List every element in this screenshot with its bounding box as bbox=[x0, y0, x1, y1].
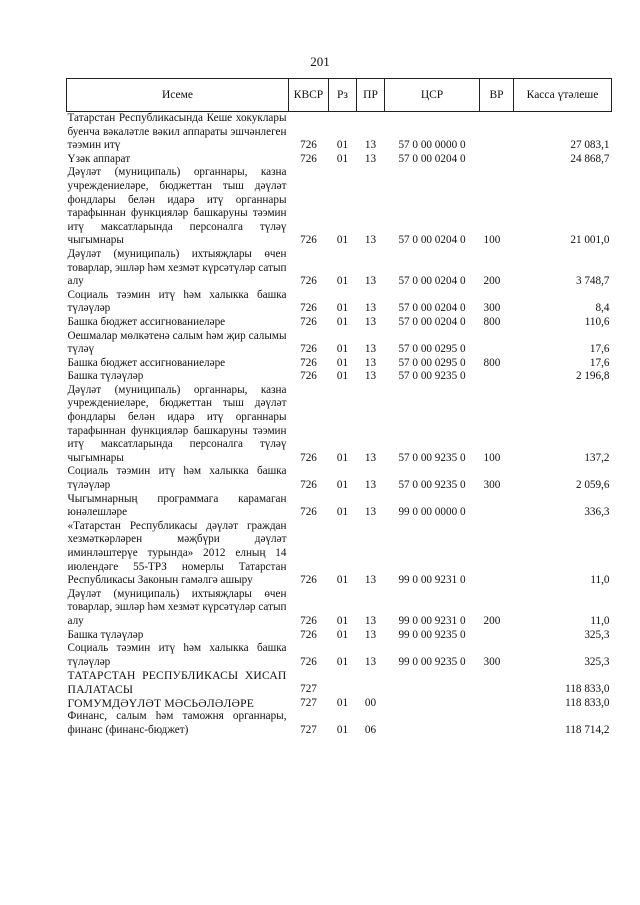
table-row bbox=[67, 370, 612, 384]
header-pr: ПР bbox=[357, 79, 385, 112]
table-row bbox=[67, 629, 612, 643]
cell-sum: 24 868,7 bbox=[570, 152, 610, 165]
cell-name: Социаль тәэмин итү һәм халыкка башка түләүләр bbox=[67, 288, 287, 315]
cell-sum: 17,6 bbox=[589, 343, 610, 356]
cell-pr: 13 bbox=[364, 451, 377, 464]
cell-rz: 01 bbox=[336, 574, 349, 587]
table-row bbox=[67, 289, 612, 316]
table-row bbox=[67, 493, 612, 520]
cell-name: Дәүләт (муниципаль) ихтыяҗлары өчен товарлар, эшләр һәм хезмәт күрсәтүләр сатып алу bbox=[67, 587, 287, 627]
cell-vr: 100 bbox=[483, 451, 501, 464]
table-row bbox=[67, 330, 612, 357]
cell-pr: 13 bbox=[364, 614, 377, 627]
cell-pr: 13 bbox=[364, 152, 377, 165]
cell-kvsr: 727 bbox=[300, 723, 317, 736]
cell-csr: 57 0 00 0295 0 bbox=[398, 356, 466, 369]
cell-kvsr: 726 bbox=[300, 655, 317, 668]
cell-csr: 57 0 00 9235 0 bbox=[398, 479, 466, 492]
cell-vr bbox=[480, 710, 514, 737]
cell-name: Финанс, салым һәм таможня органнары, финанс (финанс-бюджет) bbox=[67, 710, 287, 736]
cell-sum: 21 001,0 bbox=[570, 234, 610, 247]
cell-sum: 8,4 bbox=[595, 302, 610, 315]
cell-vr bbox=[480, 520, 514, 588]
cell-kvsr: 726 bbox=[300, 370, 317, 383]
cell-kvsr: 726 bbox=[300, 479, 317, 492]
cell-sum: 118 714,2 bbox=[565, 723, 610, 736]
cell-csr: 57 0 00 9235 0 bbox=[398, 451, 466, 464]
header-kvsr: КВСР bbox=[289, 79, 329, 112]
cell-rz: 01 bbox=[336, 139, 349, 152]
cell-rz: 01 bbox=[336, 628, 349, 641]
table-row bbox=[67, 112, 612, 153]
table-row bbox=[67, 588, 612, 629]
cell-pr: 13 bbox=[364, 302, 377, 315]
cell-sum: 11,0 bbox=[590, 614, 610, 627]
cell-sum: 325,3 bbox=[584, 628, 610, 641]
cell-kvsr: 726 bbox=[300, 451, 317, 464]
cell-vr bbox=[480, 629, 514, 643]
cell-pr bbox=[357, 669, 385, 696]
cell-rz: 01 bbox=[336, 356, 349, 369]
cell-name: ГОМУМДӘҮЛӘТ МӘСЬӘЛӘЛӘРЕ bbox=[67, 696, 255, 710]
cell-csr: 57 0 00 0204 0 bbox=[398, 234, 466, 247]
cell-sum: 3 748,7 bbox=[575, 275, 610, 288]
cell-rz: 01 bbox=[336, 479, 349, 492]
cell-csr: 57 0 00 0204 0 bbox=[398, 152, 466, 165]
table-row bbox=[67, 166, 612, 248]
cell-pr: 13 bbox=[364, 356, 377, 369]
cell-pr: 13 bbox=[364, 315, 377, 328]
cell-name: Башка бюджет ассигнованиеләре bbox=[67, 356, 226, 369]
cell-name: Башка түләүләр bbox=[67, 370, 144, 383]
cell-kvsr: 726 bbox=[300, 614, 317, 627]
cell-name: Чыгымнарның программага карамаган юнәлешләре bbox=[67, 492, 287, 519]
table-row bbox=[67, 669, 612, 696]
header-name: Исеме bbox=[67, 79, 289, 112]
table-row bbox=[67, 697, 612, 711]
cell-vr: 200 bbox=[483, 614, 501, 627]
cell-csr: 99 0 00 9235 0 bbox=[398, 655, 466, 668]
cell-name: Үзәк аппарат bbox=[67, 152, 131, 165]
cell-pr: 13 bbox=[364, 506, 377, 519]
cell-name: Башка бюджет ассигнованиеләре bbox=[67, 315, 226, 328]
cell-sum: 110,6 bbox=[584, 315, 610, 328]
cell-kvsr: 726 bbox=[300, 139, 317, 152]
cell-rz: 01 bbox=[336, 234, 349, 247]
cell-kvsr: 726 bbox=[300, 343, 317, 356]
table-row bbox=[67, 384, 612, 466]
table-row bbox=[67, 642, 612, 669]
cell-rz: 01 bbox=[336, 614, 349, 627]
cell-kvsr: 726 bbox=[300, 506, 317, 519]
cell-csr: 57 0 00 9235 0 bbox=[398, 370, 466, 383]
cell-kvsr: 726 bbox=[300, 275, 317, 288]
cell-csr: 99 0 00 9231 0 bbox=[398, 574, 466, 587]
cell-rz: 01 bbox=[336, 152, 349, 165]
cell-kvsr: 726 bbox=[300, 356, 317, 369]
cell-vr: 200 bbox=[483, 275, 501, 288]
cell-csr bbox=[385, 697, 480, 711]
cell-rz: 01 bbox=[336, 696, 349, 709]
cell-vr: 800 bbox=[483, 315, 501, 328]
cell-vr bbox=[480, 669, 514, 696]
cell-rz: 01 bbox=[336, 343, 349, 356]
cell-pr: 13 bbox=[364, 574, 377, 587]
cell-sum: 2 196,8 bbox=[575, 370, 610, 383]
cell-sum: 118 833,0 bbox=[565, 696, 610, 709]
cell-rz: 01 bbox=[336, 723, 349, 736]
cell-sum: 27 083,1 bbox=[570, 139, 610, 152]
cell-name: Социаль тәэмин итү һәм халыкка башка түләүләр bbox=[67, 642, 287, 668]
cell-csr: 57 0 00 0204 0 bbox=[398, 315, 466, 328]
cell-vr: 300 bbox=[483, 655, 501, 668]
cell-pr: 13 bbox=[364, 275, 377, 288]
table-row bbox=[67, 520, 612, 588]
table-body bbox=[67, 112, 612, 738]
cell-vr bbox=[480, 493, 514, 520]
header-vr: ВР bbox=[480, 79, 514, 112]
header-csr: ЦСР bbox=[385, 79, 480, 112]
cell-csr: 57 0 00 0204 0 bbox=[398, 302, 466, 315]
cell-csr: 99 0 00 0000 0 bbox=[398, 506, 466, 519]
cell-rz: 01 bbox=[336, 315, 349, 328]
cell-pr: 06 bbox=[364, 723, 377, 736]
cell-rz: 01 bbox=[336, 506, 349, 519]
cell-pr: 13 bbox=[364, 343, 377, 356]
cell-rz: 01 bbox=[336, 655, 349, 668]
cell-kvsr: 726 bbox=[300, 315, 317, 328]
cell-name: ТАТАРСТАН РЕСПУБЛИКАСЫ ХИСАП ПАЛАТАСЫ bbox=[67, 669, 287, 696]
table-row bbox=[67, 357, 612, 371]
cell-vr: 300 bbox=[483, 302, 501, 315]
budget-table bbox=[66, 78, 612, 737]
cell-pr: 13 bbox=[364, 234, 377, 247]
cell-vr bbox=[480, 153, 514, 167]
cell-csr: 57 0 00 0295 0 bbox=[398, 343, 466, 356]
cell-csr bbox=[385, 710, 480, 737]
table-row bbox=[67, 248, 612, 289]
cell-vr bbox=[480, 112, 514, 153]
table-row bbox=[67, 465, 612, 492]
cell-name: «Татарстан Республикасы дәүләт граждан хезмәткәрләрен мәҗбүри дәүләт иминләштерүе турында» 2012 елның 14 июлендәге 55-ТРЗ номерлы Татарстан Республикасы Законын гамәлгә ашыру bbox=[67, 519, 287, 587]
cell-kvsr: 726 bbox=[300, 302, 317, 315]
cell-name: Дәүләт (муниципаль) органнары, казна учреждениеләре, бюджеттан тыш дәүләт фондлары белән идарә итү органнары тарафыннан функцияләр башкаруны тәэмин итү максатларында персоналга түләү чыгымнары bbox=[67, 383, 287, 464]
table-row bbox=[67, 710, 612, 737]
cell-vr bbox=[480, 330, 514, 357]
cell-csr bbox=[385, 669, 480, 696]
cell-csr: 57 0 00 0000 0 bbox=[398, 139, 466, 152]
cell-pr: 13 bbox=[364, 628, 377, 641]
cell-vr bbox=[480, 370, 514, 384]
cell-kvsr: 726 bbox=[300, 574, 317, 587]
table-row bbox=[67, 153, 612, 167]
cell-vr bbox=[480, 697, 514, 711]
cell-sum: 2 059,6 bbox=[575, 479, 610, 492]
cell-sum: 11,0 bbox=[590, 574, 610, 587]
cell-pr: 13 bbox=[364, 479, 377, 492]
cell-name: Социаль тәэмин итү һәм халыкка башка түләүләр bbox=[67, 465, 287, 492]
cell-rz: 01 bbox=[336, 275, 349, 288]
cell-csr: 99 0 00 9235 0 bbox=[398, 628, 466, 641]
cell-rz: 01 bbox=[336, 370, 349, 383]
table-header bbox=[67, 79, 612, 112]
cell-name: Дәүләт (муниципаль) ихтыяҗлары өчен товарлар, эшләр һәм хезмәт күрсәтүләр сатып алу bbox=[67, 247, 287, 288]
cell-vr: 100 bbox=[483, 234, 501, 247]
cell-kvsr: 726 bbox=[300, 152, 317, 165]
cell-pr: 00 bbox=[364, 696, 377, 709]
cell-sum: 118 833,0 bbox=[565, 682, 610, 695]
table-row bbox=[67, 316, 612, 330]
cell-kvsr: 727 bbox=[300, 696, 317, 709]
cell-kvsr: 726 bbox=[300, 628, 317, 641]
cell-vr: 300 bbox=[483, 479, 501, 492]
cell-vr: 800 bbox=[483, 356, 501, 369]
cell-name: Татарстан Республикасында Кеше хокуклары буенча вәкаләтле вәкил аппараты эшчәнлеген тәэмин итү bbox=[67, 112, 287, 152]
cell-name: Дәүләт (муниципаль) органнары, казна учреждениеләре, бюджеттан тыш дәүләт фондлары белән идарә итү органнары тарафыннан функцияләр башкаруны тәэмин итү максатларында персоналга түләү чыгымнары bbox=[67, 166, 287, 247]
page-number: 201 bbox=[310, 54, 330, 69]
cell-pr: 13 bbox=[364, 139, 377, 152]
cell-sum: 137,2 bbox=[584, 451, 610, 464]
cell-sum: 336,3 bbox=[584, 506, 610, 519]
cell-name: Оешмалар мөлкәтенә салым һәм җир салымы түләү bbox=[67, 329, 287, 356]
cell-rz bbox=[329, 669, 357, 696]
cell-sum: 325,3 bbox=[584, 655, 610, 668]
cell-csr: 99 0 00 9231 0 bbox=[398, 614, 466, 627]
cell-pr: 13 bbox=[364, 370, 377, 383]
cell-rz: 01 bbox=[336, 302, 349, 315]
header-rz: Рз bbox=[329, 79, 357, 112]
header-sum: Касса үтәлеше bbox=[514, 79, 612, 112]
cell-name: Башка түләүләр bbox=[67, 628, 144, 641]
cell-sum: 17,6 bbox=[589, 356, 610, 369]
cell-kvsr: 727 bbox=[300, 682, 317, 695]
cell-csr: 57 0 00 0204 0 bbox=[398, 275, 466, 288]
cell-pr: 13 bbox=[364, 655, 377, 668]
cell-kvsr: 726 bbox=[300, 234, 317, 247]
cell-rz: 01 bbox=[336, 451, 349, 464]
